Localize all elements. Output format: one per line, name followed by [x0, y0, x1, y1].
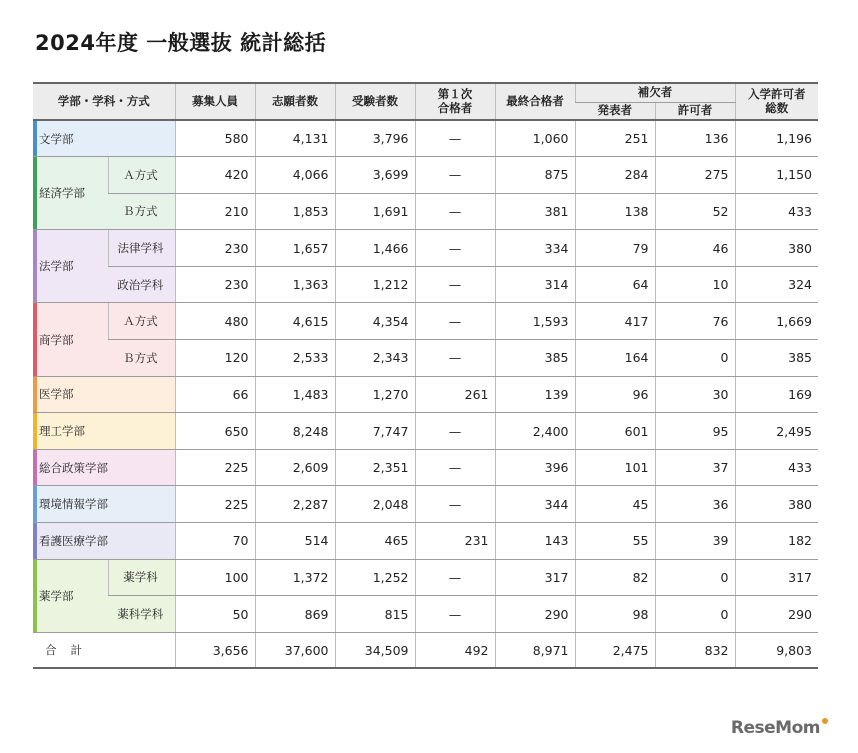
cell-admitted: 1,196 — [735, 120, 818, 157]
dept-name: 環境情報学部 — [33, 486, 175, 523]
cell-capacity: 225 — [175, 449, 255, 486]
table-row — [33, 596, 818, 633]
header-dept: 学部・学科・方式 — [33, 83, 175, 120]
cell-applicants: 2,287 — [255, 486, 335, 523]
cell-announced: 55 — [575, 523, 655, 560]
cell-capacity: 66 — [175, 376, 255, 413]
cell-applicants: 1,372 — [255, 559, 335, 596]
dept-name: 医学部 — [33, 376, 175, 413]
total-examinees: 34,509 — [335, 632, 415, 668]
dept-name: 理工学部 — [33, 413, 175, 450]
dept-name: 法学部 — [33, 230, 108, 303]
cell-examinees: 1,466 — [335, 230, 415, 267]
cell-first-pass: — — [415, 266, 495, 303]
cell-announced: 98 — [575, 596, 655, 633]
dept-color-bar — [33, 523, 37, 559]
header-announced: 発表者 — [575, 102, 655, 120]
table-row — [33, 486, 818, 523]
header-first-pass: 第１次 合格者 — [415, 83, 495, 120]
cell-capacity: 120 — [175, 340, 255, 377]
cell-permitted: 95 — [655, 413, 735, 450]
cell-capacity: 580 — [175, 120, 255, 157]
table-row — [33, 303, 818, 340]
cell-examinees: 2,351 — [335, 449, 415, 486]
cell-permitted: 36 — [655, 486, 735, 523]
cell-announced: 79 — [575, 230, 655, 267]
cell-final-pass: 143 — [495, 523, 575, 560]
cell-final-pass: 334 — [495, 230, 575, 267]
dept-color-bar — [33, 377, 37, 413]
cell-announced: 82 — [575, 559, 655, 596]
sub-name: Ａ方式 — [108, 303, 175, 340]
cell-applicants: 4,131 — [255, 120, 335, 157]
dept-color-bar — [33, 486, 37, 522]
total-final-pass: 8,971 — [495, 632, 575, 668]
cell-announced: 417 — [575, 303, 655, 340]
dept-color-bar — [33, 450, 37, 486]
dept-name: 薬学部 — [33, 559, 108, 632]
table-row — [33, 120, 818, 157]
cell-examinees: 2,048 — [335, 486, 415, 523]
cell-first-pass: — — [415, 559, 495, 596]
cell-admitted: 2,495 — [735, 413, 818, 450]
header-applicants: 志願者数 — [255, 83, 335, 120]
dept-color-bar — [33, 121, 37, 156]
dept-name: 文学部 — [33, 120, 175, 157]
cell-first-pass: — — [415, 340, 495, 377]
cell-final-pass: 385 — [495, 340, 575, 377]
cell-admitted: 169 — [735, 376, 818, 413]
header-final-pass: 最終合格者 — [495, 83, 575, 120]
sub-name: 薬科学科 — [108, 596, 175, 633]
cell-permitted: 0 — [655, 596, 735, 633]
cell-final-pass: 314 — [495, 266, 575, 303]
cell-final-pass: 2,400 — [495, 413, 575, 450]
cell-first-pass: — — [415, 120, 495, 157]
cell-permitted: 46 — [655, 230, 735, 267]
cell-examinees: 2,343 — [335, 340, 415, 377]
cell-permitted: 275 — [655, 157, 735, 194]
cell-final-pass: 317 — [495, 559, 575, 596]
cell-admitted: 385 — [735, 340, 818, 377]
dept-name: 商学部 — [33, 303, 108, 376]
cell-final-pass: 1,060 — [495, 120, 575, 157]
cell-first-pass: — — [415, 486, 495, 523]
cell-examinees: 3,699 — [335, 157, 415, 194]
table-header — [33, 83, 818, 120]
table-row — [33, 523, 818, 560]
total-applicants: 37,600 — [255, 632, 335, 668]
cell-capacity: 230 — [175, 230, 255, 267]
cell-permitted: 30 — [655, 376, 735, 413]
cell-admitted: 324 — [735, 266, 818, 303]
cell-admitted: 1,150 — [735, 157, 818, 194]
sub-name: 法律学科 — [108, 230, 175, 267]
cell-examinees: 1,212 — [335, 266, 415, 303]
table-body — [33, 120, 818, 668]
cell-applicants: 1,363 — [255, 266, 335, 303]
cell-capacity: 230 — [175, 266, 255, 303]
cell-admitted: 182 — [735, 523, 818, 560]
total-capacity: 3,656 — [175, 632, 255, 668]
cell-examinees: 1,252 — [335, 559, 415, 596]
cell-applicants: 1,657 — [255, 230, 335, 267]
cell-applicants: 2,533 — [255, 340, 335, 377]
table-row — [33, 413, 818, 450]
total-announced: 2,475 — [575, 632, 655, 668]
cell-admitted: 380 — [735, 486, 818, 523]
total-label: 合計 — [33, 632, 175, 668]
table-row — [33, 449, 818, 486]
resemom-logo: ReseMom — [731, 718, 828, 738]
sub-name: Ｂ方式 — [108, 340, 175, 377]
cell-capacity: 225 — [175, 486, 255, 523]
cell-permitted: 0 — [655, 340, 735, 377]
cell-first-pass: — — [415, 230, 495, 267]
header-admitted: 入学許可者 総数 — [735, 83, 818, 120]
cell-announced: 138 — [575, 193, 655, 230]
sub-name: 薬学科 — [108, 559, 175, 596]
cell-examinees: 1,691 — [335, 193, 415, 230]
cell-admitted: 433 — [735, 449, 818, 486]
cell-announced: 96 — [575, 376, 655, 413]
cell-applicants: 4,615 — [255, 303, 335, 340]
cell-permitted: 10 — [655, 266, 735, 303]
total-row — [33, 632, 818, 668]
cell-first-pass: — — [415, 193, 495, 230]
dept-color-bar — [33, 157, 37, 229]
cell-final-pass: 396 — [495, 449, 575, 486]
cell-examinees: 1,270 — [335, 376, 415, 413]
cell-capacity: 480 — [175, 303, 255, 340]
cell-final-pass: 344 — [495, 486, 575, 523]
cell-admitted: 290 — [735, 596, 818, 633]
cell-first-pass: — — [415, 449, 495, 486]
cell-permitted: 52 — [655, 193, 735, 230]
cell-first-pass: — — [415, 157, 495, 194]
cell-capacity: 70 — [175, 523, 255, 560]
table-row — [33, 376, 818, 413]
cell-examinees: 3,796 — [335, 120, 415, 157]
cell-final-pass: 875 — [495, 157, 575, 194]
cell-applicants: 8,248 — [255, 413, 335, 450]
cell-permitted: 136 — [655, 120, 735, 157]
cell-admitted: 1,669 — [735, 303, 818, 340]
logo-dot-icon — [822, 718, 828, 724]
total-first-pass: 492 — [415, 632, 495, 668]
total-admitted: 9,803 — [735, 632, 818, 668]
statistics-table — [33, 82, 818, 669]
cell-first-pass: 231 — [415, 523, 495, 560]
cell-capacity: 50 — [175, 596, 255, 633]
cell-final-pass: 381 — [495, 193, 575, 230]
table-row — [33, 266, 818, 303]
cell-examinees: 815 — [335, 596, 415, 633]
dept-name: 経済学部 — [33, 157, 108, 230]
cell-announced: 251 — [575, 120, 655, 157]
cell-permitted: 39 — [655, 523, 735, 560]
dept-name: 看護医療学部 — [33, 523, 175, 560]
table-row — [33, 340, 818, 377]
cell-applicants: 1,483 — [255, 376, 335, 413]
cell-admitted: 433 — [735, 193, 818, 230]
total-permitted: 832 — [655, 632, 735, 668]
cell-announced: 101 — [575, 449, 655, 486]
cell-permitted: 0 — [655, 559, 735, 596]
cell-first-pass: — — [415, 596, 495, 633]
header-permitted: 許可者 — [655, 102, 735, 120]
cell-permitted: 37 — [655, 449, 735, 486]
dept-color-bar — [33, 560, 37, 632]
table-row — [33, 193, 818, 230]
cell-final-pass: 1,593 — [495, 303, 575, 340]
sub-name: 政治学科 — [108, 266, 175, 303]
page-title: 2024年度 一般選抜 統計総括 — [35, 31, 327, 55]
cell-applicants: 1,853 — [255, 193, 335, 230]
cell-announced: 45 — [575, 486, 655, 523]
cell-final-pass: 290 — [495, 596, 575, 633]
cell-applicants: 869 — [255, 596, 335, 633]
cell-permitted: 76 — [655, 303, 735, 340]
cell-examinees: 7,747 — [335, 413, 415, 450]
cell-admitted: 380 — [735, 230, 818, 267]
cell-applicants: 4,066 — [255, 157, 335, 194]
cell-capacity: 420 — [175, 157, 255, 194]
sub-name: Ｂ方式 — [108, 193, 175, 230]
cell-examinees: 465 — [335, 523, 415, 560]
dept-name: 総合政策学部 — [33, 449, 175, 486]
dept-color-bar — [33, 230, 37, 302]
cell-capacity: 650 — [175, 413, 255, 450]
cell-first-pass: — — [415, 303, 495, 340]
cell-admitted: 317 — [735, 559, 818, 596]
header-capacity: 募集人員 — [175, 83, 255, 120]
table-row — [33, 230, 818, 267]
cell-first-pass: 261 — [415, 376, 495, 413]
cell-announced: 64 — [575, 266, 655, 303]
table-row — [33, 559, 818, 596]
table-row — [33, 157, 818, 194]
cell-examinees: 4,354 — [335, 303, 415, 340]
cell-applicants: 2,609 — [255, 449, 335, 486]
cell-capacity: 100 — [175, 559, 255, 596]
cell-announced: 284 — [575, 157, 655, 194]
dept-color-bar — [33, 413, 37, 449]
cell-applicants: 514 — [255, 523, 335, 560]
sub-name: Ａ方式 — [108, 157, 175, 194]
cell-announced: 164 — [575, 340, 655, 377]
dept-color-bar — [33, 303, 37, 375]
header-supplement: 補欠者 — [575, 83, 735, 102]
cell-first-pass: — — [415, 413, 495, 450]
header-examinees: 受験者数 — [335, 83, 415, 120]
cell-capacity: 210 — [175, 193, 255, 230]
cell-final-pass: 139 — [495, 376, 575, 413]
cell-announced: 601 — [575, 413, 655, 450]
